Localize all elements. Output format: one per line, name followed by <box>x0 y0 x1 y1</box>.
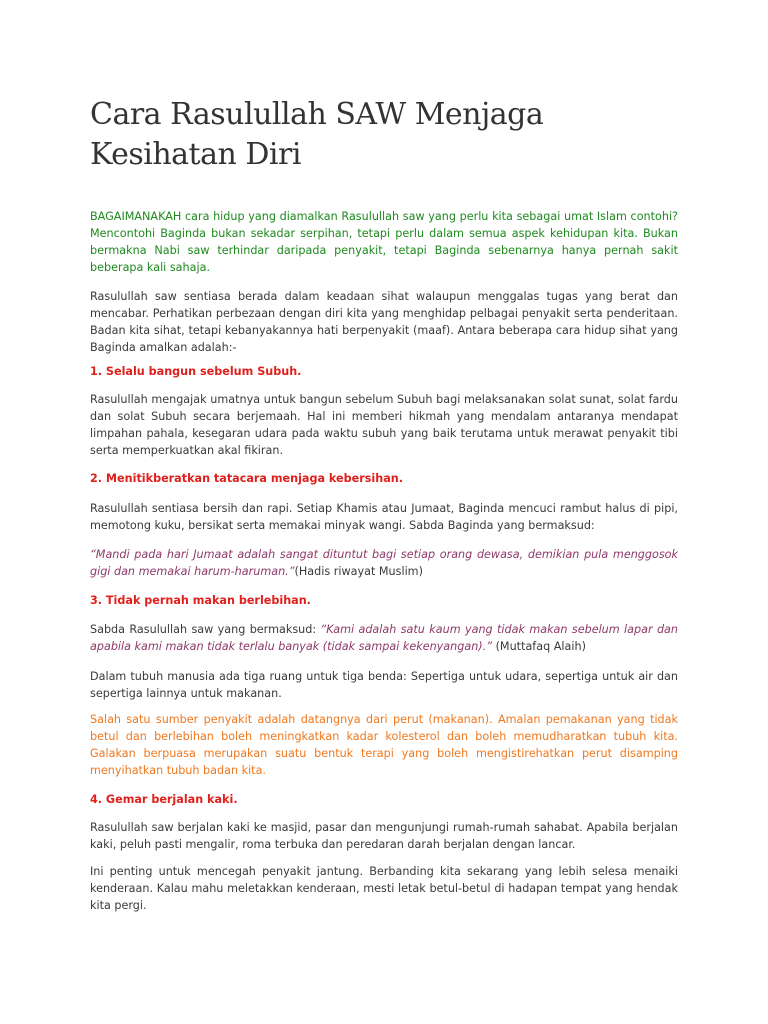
paragraph-section-4a: Rasulullah saw berjalan kaki ke masjid, pasar dan mengunjungi rumah-rumah sahabat. Apabila berjalan kaki, peluh pasti mengalir, roma terbuka dan peredaran darah berjalan dengan lancar. <box>90 821 678 851</box>
quote-lead: Sabda Rasulullah saw yang bermaksud: <box>90 623 321 636</box>
intro-paragraph: BAGAIMANAKAH cara hidup yang diamalkan Rasulullah saw yang perlu kita sebagai umat Islam contohi? Mencontohi Baginda bukan sekadar serpihan, tetapi perlu dalam semua aspek kehidupan kita. Bukan bermakna Nabi saw terhindar daripada penyakit, tetapi Baginda sebenarnya hanya pernah sakit beberapa kali sahaja. <box>90 210 678 274</box>
page-title: Cara Rasulullah SAW Menjaga Kesihatan Diri <box>90 97 544 172</box>
section-heading-4: 4. Gemar berjalan kaki. <box>90 793 238 806</box>
quote-text: “Kami adalah satu kaum yang tidak makan sebelum lapar dan apabila kami makan tidak terlalu banyak (tidak sampai kekenyangan).” <box>90 623 678 653</box>
quote-source: (Hadis riwayat Muslim) <box>294 565 423 578</box>
highlighted-paragraph: Salah satu sumber penyakit adalah datangnya dari perut (makanan). Amalan pemakanan yang tidak betul dan berlebihan boleh meningkatkan kadar kolesterol dan boleh memudharatkan tubuh kita. Galakan berpuasa merupakan suatu bentuk terapi yang boleh mengistirehatkan perut disamping menyihatkan tubuh badan kita. <box>90 713 678 777</box>
quote-source: (Muttafaq Alaih) <box>492 640 586 653</box>
hadith-quote-1 <box>90 546 678 580</box>
paragraph-section-1: Rasulullah mengajak umatnya untuk bangun sebelum Subuh bagi melaksanakan solat sunat, solat fardu dan solat Subuh secara berjemaah. Hal ini memberi hikmah yang mendalam antaranya mendapat limpahan pahala, kesegaran udara pada waktu subuh yang baik terutama untuk merawat penyakit tibi serta memperkuatkan akal fikiran. <box>90 393 678 457</box>
section-heading-3: 3. Tidak pernah makan berlebihan. <box>90 594 311 607</box>
section-heading-1: 1. Selalu bangun sebelum Subuh. <box>90 365 302 378</box>
paragraph-section-4b: Ini penting untuk mencegah penyakit jantung. Berbanding kita sekarang yang lebih selesa menaiki kenderaan. Kalau mahu meletakkan kenderaan, mesti letak betul-betul di hadapan tempat yang hendak kita pergi. <box>90 865 678 912</box>
paragraph-intro-body: Rasulullah saw sentiasa berada dalam keadaan sihat walaupun menggalas tugas yang berat dan mencabar. Perhatikan perbezaan dengan diri kita yang menghidap pelbagai penyakit serta penderitaan. Badan kita sihat, tetapi kebanyakannya hati berpenyakit (maaf). Antara beberapa cara hidup sihat yang Baginda amalkan adalah:- <box>90 290 678 354</box>
quote-text: “Mandi pada hari Jumaat adalah sangat dituntut bagi setiap orang dewasa, demikian pula menggosok gigi dan memakai harum-haruman.” <box>90 548 678 578</box>
paragraph-section-3a: Dalam tubuh manusia ada tiga ruang untuk tiga benda: Sepertiga untuk udara, sepertiga untuk air dan sepertiga lainnya untuk makanan. <box>90 670 678 700</box>
document-page <box>90 0 678 1024</box>
hadith-quote-2 <box>90 621 678 655</box>
section-heading-2: 2. Menitikberatkan tatacara menjaga kebersihan. <box>90 472 403 485</box>
paragraph-section-2: Rasulullah sentiasa bersih dan rapi. Setiap Khamis atau Jumaat, Baginda mencuci rambut halus di pipi, memotong kuku, bersikat serta memakai minyak wangi. Sabda Baginda yang bermaksud: <box>90 502 678 532</box>
